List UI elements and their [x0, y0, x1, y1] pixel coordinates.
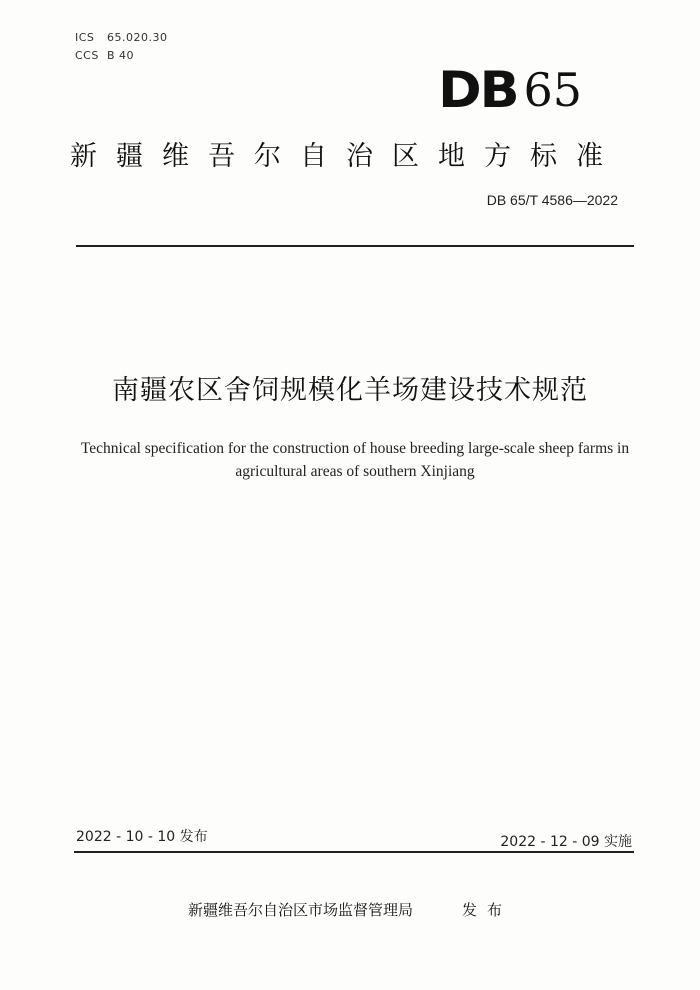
- logo-prefix: DB: [437, 61, 518, 119]
- issue-date: 2022 - 10 - 10 发布: [76, 829, 208, 845]
- bottom-divider: [74, 851, 634, 853]
- ics-classification: [75, 31, 167, 44]
- ccs-classification: [75, 49, 134, 62]
- standard-type-heading: 新疆维吾尔自治区地方标准: [70, 141, 622, 172]
- ics-code: 65.020.30: [107, 31, 168, 44]
- title-chinese: 南疆农区舍饲规模化羊场建设技术规范: [112, 375, 588, 406]
- title-english: Technical specification for the construction of house breeding large-scale sheep farms in agricultural areas of southern Xinjiang: [80, 440, 630, 480]
- ccs-code: B 40: [107, 49, 135, 62]
- logo-number: 65: [523, 63, 582, 117]
- top-divider: [76, 245, 634, 247]
- ics-label: ICS: [75, 31, 95, 44]
- standard-code: DB 65/T 4586—2022: [486, 192, 618, 208]
- db-logo: [437, 61, 582, 119]
- ccs-label: CCS: [75, 49, 99, 62]
- implementation-date: 2022 - 12 - 09 实施: [500, 834, 632, 850]
- issuer-action: 发布: [462, 901, 513, 919]
- issuer-name: 新疆维吾尔自治区市场监督管理局: [188, 901, 414, 919]
